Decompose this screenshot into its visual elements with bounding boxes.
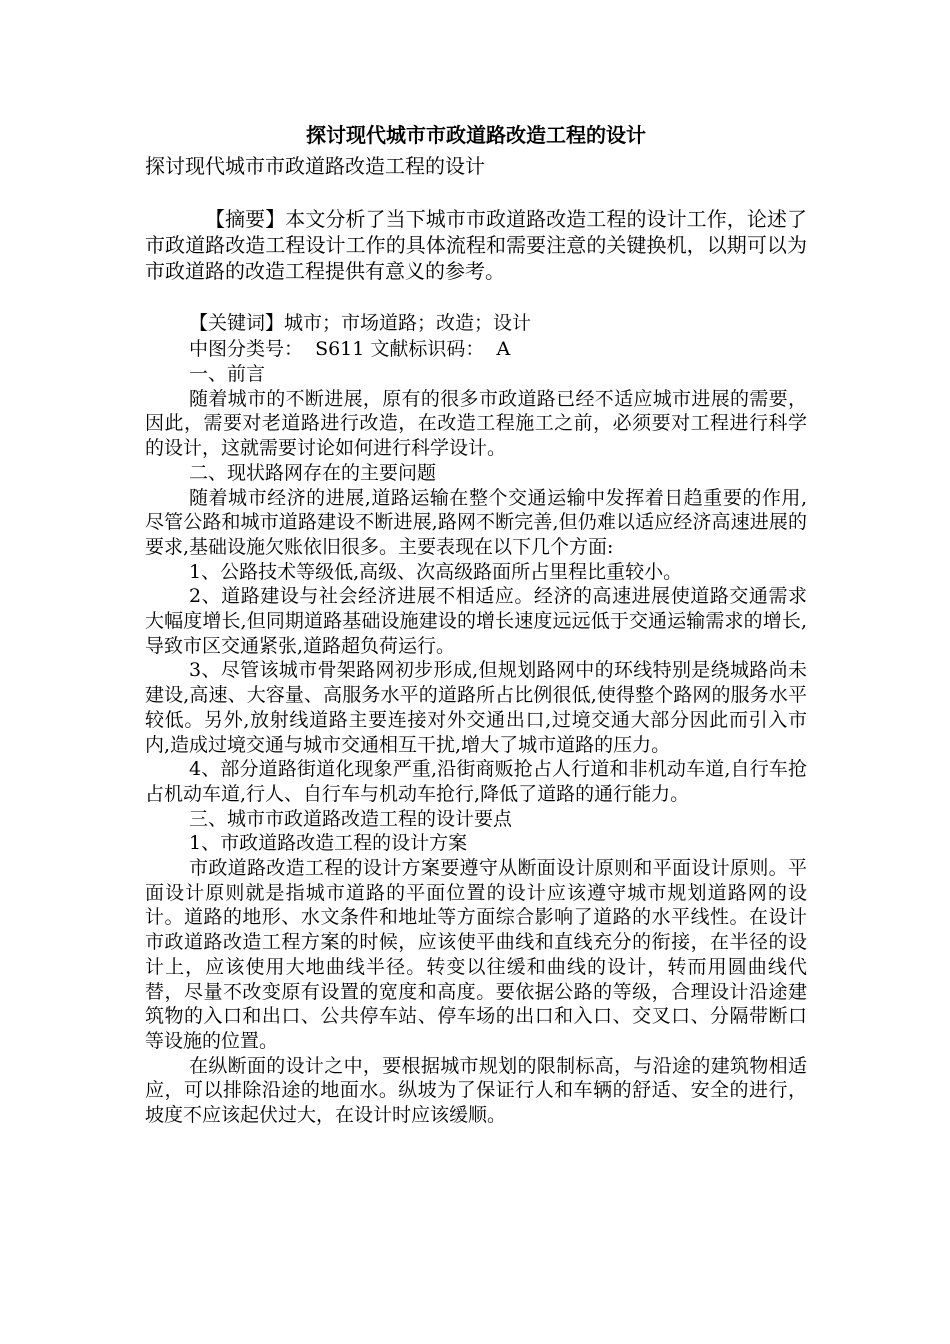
document-subtitle: 探讨现代城市市政道路改造工程的设计 [145,154,485,178]
subsection-heading: 1、市政道路改造工程的设计方案 [189,832,468,855]
spacer [145,284,807,310]
list-item: 2、道路建设与社会经济进展不相适应。经济的高速进展使道路交通需求大幅度增长,但同期道路基础设施建设的增长速度远远低于交通运输需求的增长,导致市区交通紧张,道路超负荷运行。 [145,585,807,657]
spacer [145,180,807,206]
document-page [145,118,807,1128]
body-paragraph: 随着城市的不断进展，原有的很多市政道路已经不适应城市进展的需要，因此，需要对老道路进行改造，在改造工程施工之前，必须要对工程进行科学的设计，这就需要讨论如何进行科学设计。 [145,387,807,460]
abstract-paragraph: 【摘要】本文分析了当下城市市政道路改造工程的设计工作，论述了市政道路改造工程设计工作的具体流程和需要注意的关键换机，以期可以为市政道路的改造工程提供有意义的参考。 [145,207,807,283]
document-title: 探讨现代城市市政道路改造工程的设计 [306,123,646,147]
body-paragraph: 在纵断面的设计之中，要根据城市规划的限制标高，与沿途的建筑物相适应，可以排除沿途的地面水。纵坡为了保证行人和车辆的舒适、安全的进行，坡度不应该起伏过大，在设计时应该缓顺。 [145,1054,807,1127]
body-paragraph: 随着城市经济的进展,道路运输在整个交通运输中发挥着日趋重要的作用,尽管公路和城市道路建设不断进展,路网不断完善,但仍难以适应经济高速进展的要求,基础设施欠账依旧很多。主要表现在以下几个方面: [145,486,807,558]
section-heading: 三、城市市政道路改造工程的设计要点 [189,807,513,830]
body-paragraph: 市政道路改造工程的设计方案要遵守从断面设计原则和平面设计原则。平面设计原则就是指城市道路的平面位置的设计应该遵守城市规划道路网的设计。道路的地形、水文条件和地址等方面综合影响了道路的水平线性。在设计市政道路改造工程方案的时候，应该使平曲线和直线充分的衔接，在半径的设计上，应该使用大地曲线半径。转变以往缓和曲线的设计，转而用圆曲线代替，尽量不改变原有设置的宽度和高度。要依据公路的等级，合理设计沿途建筑物的入口和出口、公共停车站、停车场的出口和入口、交叉口、分隔带断口等设施的位置。 [145,857,807,1052]
classification-line: 中图分类号： S611 文献标识码： A [189,338,511,360]
list-item: 4、部分道路街道化现象严重,沿街商贩抢占人行道和非机动车道,自行车抢占机动车道,行人、自行车与机动车抢行,降低了道路的通行能力。 [145,758,807,805]
list-item: 1、公路技术等级低,高级、次高级路面所占里程比重较小。 [189,560,683,583]
list-item: 3、尽管该城市骨架路网初步形成,但规划路网中的环线特别是绕城路尚未建设,高速、大容量、高服务水平的道路所占比例很低,使得整个路网的服务水平较低。另外,放射线道路主要连接对外交通出口,过境交通大部分因此而引入市内,造成过境交通与城市交通相互干扰,增大了城市道路的压力。 [145,659,807,756]
section-heading: 一、前言 [189,363,266,385]
section-heading: 二、现状路网存在的主要问题 [189,461,437,484]
keywords-line: 【关键词】城市；市场道路；改造；设计 [189,312,532,334]
